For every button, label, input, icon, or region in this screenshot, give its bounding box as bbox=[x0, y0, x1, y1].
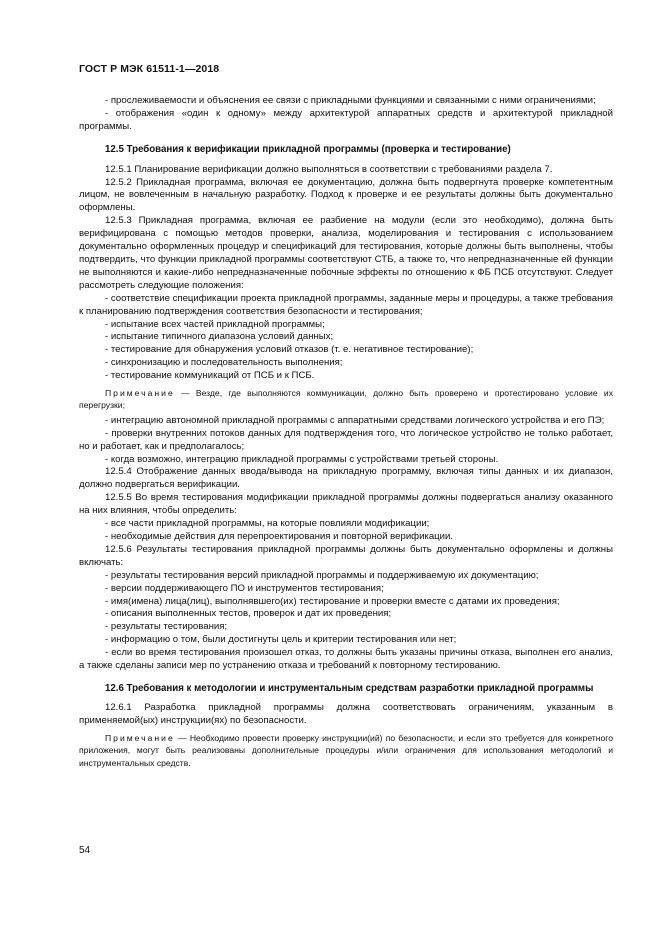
paragraph: - соответствие спецификации проекта прикладной программы, заданные меры и процедуры, а также требования к планированию подтверждения соответствия безопасности и тестирования; bbox=[79, 292, 613, 317]
paragraph: - прослеживаемости и объяснения ее связи с прикладными функциями и связанными с ними ограничениями; bbox=[105, 95, 596, 106]
paragraph: 12.5.4 Отображение данных ввода/вывода на прикладную программу, включая типы данных и их диапазон, должно подвергаться верификации. bbox=[79, 466, 613, 491]
paragraph: 12.6.1 Разработка прикладной программы должна соответствовать ограничениям, указанным в применяемой(ых) инструкции(ях) по безопасности. bbox=[79, 701, 613, 726]
paragraph: - если во время тестирования произошел отказ, то должны быть указаны причины отказа, выполнен его анализ, а также сделаны записи мер по устранению отказа и требований к повторному тестированию. bbox=[79, 647, 613, 672]
paragraph: - испытание типичного диапазона условий данных; bbox=[105, 331, 334, 343]
note-label: Примечание bbox=[105, 388, 175, 399]
note-text: — Необходимо провести проверку инструкции(ий) по безопасности, и если это требуется для конкретного приложения, могут быть реализованы дополнительные процедуры и/или ограничения для использования методологий и инструментальных средств. bbox=[79, 732, 613, 768]
paragraph: - когда возможно, интеграцию прикладной программы с устройствами третьей стороны. bbox=[105, 453, 499, 465]
paragraph: - результаты тестирования; bbox=[105, 621, 228, 633]
document-body bbox=[79, 95, 613, 772]
paragraph: - имя(имена) лица(лиц), выполнявшего(их) тестирование и проверки вместе с датами их проведения; bbox=[105, 595, 560, 607]
note-paragraph bbox=[79, 387, 613, 412]
paragraph: - синхронизацию и последовательность выполнения; bbox=[105, 357, 343, 369]
note-paragraph bbox=[79, 732, 613, 769]
paragraph: - описания выполненных тестов, проверок и дат их проведения; bbox=[105, 608, 392, 620]
paragraph: - отображения «один к одному» между архитектурой аппаратных средств и архитектурой прикладной программы. bbox=[79, 107, 613, 132]
paragraph: 12.5.6 Результаты тестирования прикладной программы должны быть документально оформлены и должны включать: bbox=[79, 543, 613, 568]
page-number: 54 bbox=[79, 845, 91, 856]
paragraph: - необходимые действия для перепроектирования и повторной верификации. bbox=[105, 531, 454, 542]
paragraph: - все части прикладной программы, на которые повлияли модификации; bbox=[105, 518, 430, 530]
note-text: — Везде, где выполняются коммуникации, должно быть проверено и протестировано условие их перегрузки; bbox=[79, 388, 613, 411]
paragraph: - тестирование для обнаружения условий отказов (т. е. негативное тестирование); bbox=[105, 344, 474, 356]
paragraph: - информацию о том, были достигнуты цель и критерии тестирования или нет; bbox=[105, 634, 457, 646]
paragraph: - интеграцию автономной прикладной программы с аппаратными средствами логического устройства и его ПЭ; bbox=[105, 414, 605, 426]
section-heading: 12.6 Требования к методологии и инструментальным средствам разработки прикладной программы bbox=[105, 682, 594, 694]
paragraph: - результаты тестирования версий прикладной программы и поддерживаемую их документацию; bbox=[105, 569, 539, 581]
paragraph: - испытание всех частей прикладной программы; bbox=[105, 318, 325, 330]
page-header: ГОСТ Р МЭК 61511-1—2018 bbox=[79, 63, 220, 75]
section-heading: 12.5 Требования к верификации прикладной программы (проверка и тестирование) bbox=[105, 143, 511, 155]
paragraph: - версии поддерживающего ПО и инструментов тестирования; bbox=[105, 582, 384, 594]
paragraph: - тестирование коммуникаций от ПСБ и к ПСБ. bbox=[105, 370, 315, 382]
paragraph: 12.5.5 Во время тестирования модификации прикладной программы должны подвергаться анализу оказанного на них влияния, чтобы определить: bbox=[79, 492, 613, 517]
paragraph: 12.5.1 Планирование верификации должно выполняться в соответствии с требованиями раздела 7. bbox=[105, 163, 553, 175]
paragraph: 12.5.2 Прикладная программа, включая ее документацию, должна быть подвергнута проверке компетентным лицом, не вовлеченным в начальную разработку. Подход к проверке и ее результаты должны быть документально оформлены. bbox=[79, 176, 613, 214]
paragraph: - проверки внутренних потоков данных для подтверждения того, что логическое устройство не только работает, но и работает, как и предполагалось; bbox=[79, 427, 613, 452]
note-label: Примечание bbox=[105, 732, 175, 743]
paragraph: 12.5.3 Прикладная программа, включая ее разбиение на модули (если это необходимо), должна быть верифицирована с помощью методов проверки, анализа, моделирования и тестирования с использованием документально оформленных процедур и спецификаций для тестирования, которые должны быть выполнены, чтобы подтвердить, что функции прикладной программы соответствуют СТБ, а также то, что непредназначенные ей функции не выполняются и какие-либо непредназначенные побочные эффекты по отношению к ФБ ПСБ отсутствуют. Следует рассмотреть следующие положения: bbox=[79, 215, 613, 291]
